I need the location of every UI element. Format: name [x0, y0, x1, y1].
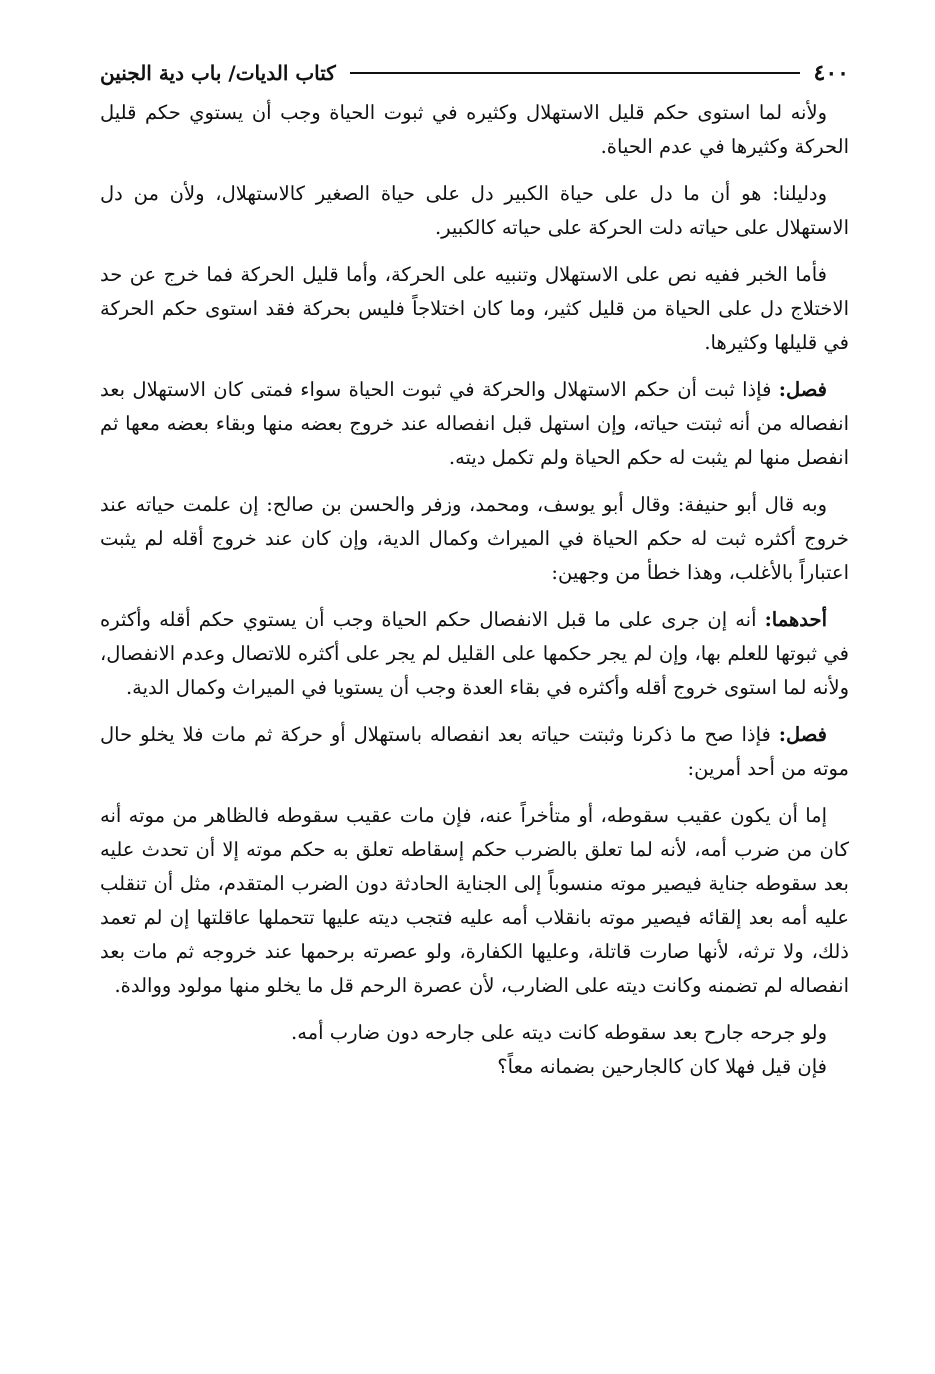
paragraph-text: ودليلنا: هو أن ما دل على حياة الكبير دل على حياة الصغير كالاستهلال، ولأن من دل الاستهلال على حياته دلت الحركة على حياته كالكبير. [100, 182, 849, 239]
paragraph [100, 1050, 849, 1084]
paragraph-section [100, 718, 849, 786]
paragraph [100, 799, 849, 1003]
paragraph-text: فإذا ثبت أن حكم الاستهلال والحركة في ثبوت الحياة سواء فمتى كان الاستهلال بعد انفصاله من أنه ثبتت حياته، وإن استهل قبل انفصاله عند خروج بعضه منها وبقاء بعضه معها ثم انفصل منها لم يثبت له حكم الحياة ولم تكمل ديته. [100, 378, 849, 469]
paragraph-text: فإذا صح ما ذكرنا وثبتت حياته بعد انفصاله باستهلال أو حركة ثم مات فلا يخلو حال موته من أحد أمرين: [100, 723, 849, 780]
body-text [100, 96, 849, 1084]
section-label: أحدهما: [764, 608, 827, 631]
paragraph-text: فأما الخبر ففيه نص على الاستهلال وتنبيه على الحركة، وأما قليل الحركة فما خرج عن حد الاختلاج دل على الحياة من قليل كثير، وما كان اختلاجاً فليس بحركة فقد استوى حكم الحركة في قليلها وكثيرها. [100, 263, 849, 354]
paragraph [100, 177, 849, 245]
paragraph [100, 1016, 849, 1050]
paragraph-first-reason [100, 603, 849, 705]
page-number: ٤٠٠ [813, 60, 849, 86]
paragraph-text: فإن قيل فهلا كان كالجارحين بضمانه معاً؟ [497, 1055, 827, 1078]
paragraph-text: وبه قال أبو حنيفة: وقال أبو يوسف، ومحمد، وزفر والحسن بن صالح: إن علمت حياته عند خروج أكثره ثبت له حكم الحياة في الميراث وكمال الدية، وإن كان عند خروج أقله لم يثبت اعتباراً بالأغلب، وهذا خطأ من وجهين: [100, 493, 849, 584]
page-header [100, 56, 849, 90]
paragraph [100, 488, 849, 590]
paragraph-text: أنه إن جرى على ما قبل الانفصال حكم الحياة وجب أن يستوي حكم أقله وأكثره في ثبوتها للعلم بها، وإن لم يجر حكمها على القليل لم يجر على أكثره للاتصال وعدم الانفصال، ولأنه لما استوى خروج أقله وأكثره في بقاء العدة وجب أن يستويا في الميراث وكمال الدية. [100, 608, 849, 699]
paragraph-text: ولو جرحه جارح بعد سقوطه كانت ديته على جارحه دون ضارب أمه. [291, 1021, 827, 1044]
paragraph-text: إما أن يكون عقيب سقوطه، أو متأخراً عنه، فإن مات عقيب سقوطه فالظاهر من موته أنه كان من ضرب أمه، لأنه لما تعلق بالضرب حكم إسقاطه تعلق به حكم موته إلا أن تحدث عليه بعد سقوطه جناية فيصير موته منسوباً إلى الجناية الحادثة دون الضرب المتقدم، مثل أن تنقلب عليه أمه بعد إلقائه فيصير موته بانقلاب أمه عليه فتجب ديته عليها تتحملها عاقلتها إن لم تعمد ذلك، ولا ترثه، لأنها صارت قاتلة، وعليها الكفارة، ولو عصرته برحمها عند خروجه ثم مات بعد انفصاله لم تضمنه وكانت ديته على الضارب، لأن عصرة الرحم قل ما يخلو منها مولود ووالدة. [100, 804, 849, 997]
paragraph-section [100, 373, 849, 475]
paragraph [100, 96, 849, 164]
paragraph-text: ولأنه لما استوى حكم قليل الاستهلال وكثيره في ثبوت الحياة وجب أن يستوي حكم قليل الحركة وكثيرها في عدم الحياة. [100, 101, 849, 158]
paragraph [100, 258, 849, 360]
running-title: كتاب الديات/ باب دية الجنين [100, 61, 336, 85]
section-label: فصل: [778, 723, 827, 746]
header-rule [350, 72, 800, 74]
section-label: فصل: [778, 378, 827, 401]
